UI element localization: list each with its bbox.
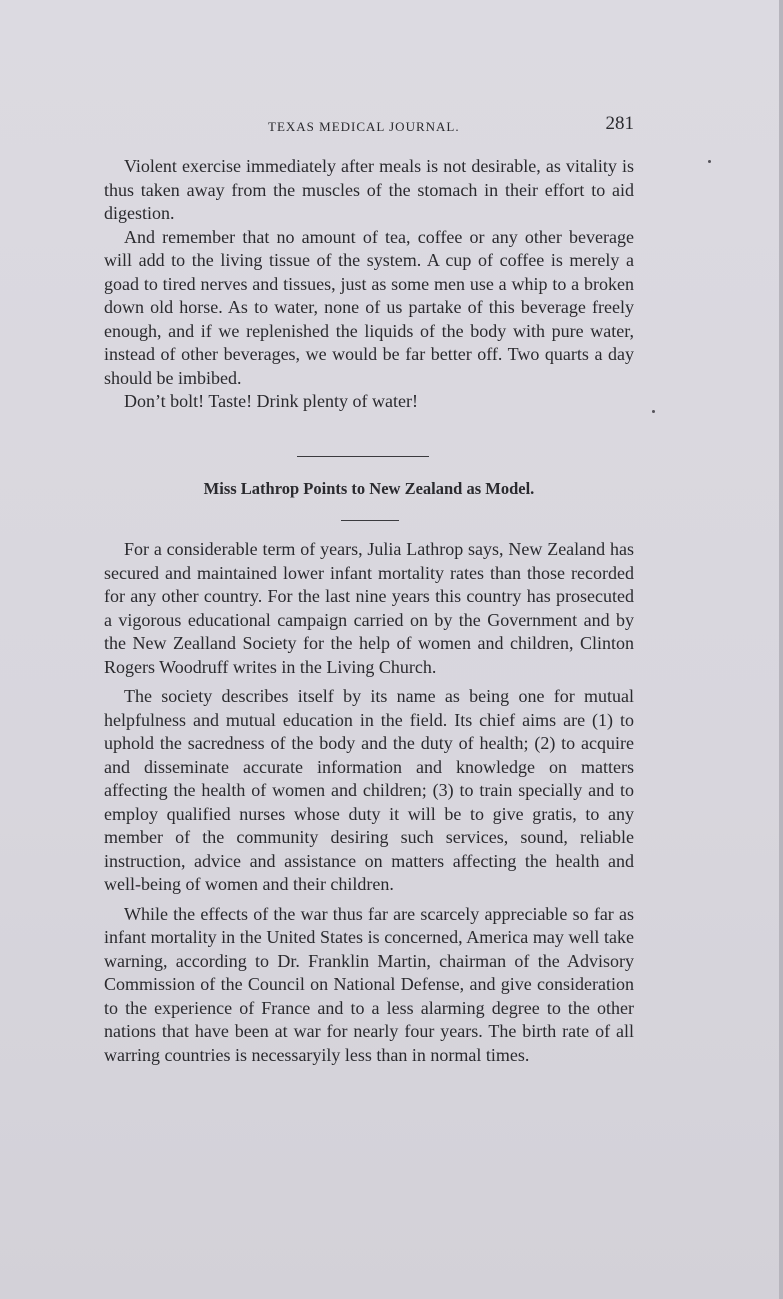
paragraph: While the effects of the war thus far are scarcely appreciable so far as infant mortality in the United States is concerned, America may well take warning, according to Dr. Franklin Martin, chairman of the Advisory Commission of the Council on National Defense, and give consideration to the experience of France and to a less alarming degree to the other nations that have been at war for nearly four years. The birth rate of all warring countries is necessaryily less than in normal times. xyxy=(104,903,634,1065)
page-header xyxy=(104,113,634,139)
page-edge xyxy=(779,0,783,1299)
paragraph: The society describes itself by its name as being one for mutual helpfulness and mutual education in the field. Its chief aims are (1) to uphold the sacredness of the body and the duty of health; (2) to acquire and disseminate accurate information and knowledge on matters affecting the health of women and children; (3) to train specially and to employ qualified nurses whose duty it will be to give gratis, to any member of the community desiring such services, sound, reliable instruction, advice and assistance on matters affecting the health and well-being of women and their children. xyxy=(104,686,634,894)
article-body xyxy=(104,538,634,1073)
ink-speck xyxy=(652,410,655,413)
paragraph: And remember that no amount of tea, coffee or any other beverage will add to the living tissue of the system. A cup of coffee is merely a goad to tired nerves and tissues, just as some men use a whip to a broken down old horse. As to water, none of us partake of this beverage freely enough, and if we replenished the liquids of the body with pure water, instead of other beverages, we would be far better off. Two quarts a day should be imbibed. xyxy=(104,226,634,388)
page-number: 281 xyxy=(605,113,634,134)
paragraph: Violent exercise immediately after meals is not desirable, as vitality is thus taken away from the muscles of the stomach in their effort to aid digestion. xyxy=(104,156,634,223)
paragraph: For a considerable term of years, Julia Lathrop says, New Zealand has secured and maintained lower infant mortality rates than those recorded for any other country. For the last nine years this country has prosecuted a vigorous educational campaign carried on by the Government and by the New Zealland Society for the help of women and children, Clinton Rogers Woodruff writes in the Living Church. xyxy=(104,539,634,677)
title-rule xyxy=(341,520,399,521)
running-head: TEXAS MEDICAL JOURNAL. xyxy=(268,119,460,134)
ink-speck xyxy=(708,160,711,163)
section-divider xyxy=(297,456,429,457)
article-title: Miss Lathrop Points to New Zealand as Model. xyxy=(203,479,535,498)
continued-text xyxy=(104,155,634,414)
paragraph: Don’t bolt! Taste! Drink plenty of water! xyxy=(124,391,419,411)
